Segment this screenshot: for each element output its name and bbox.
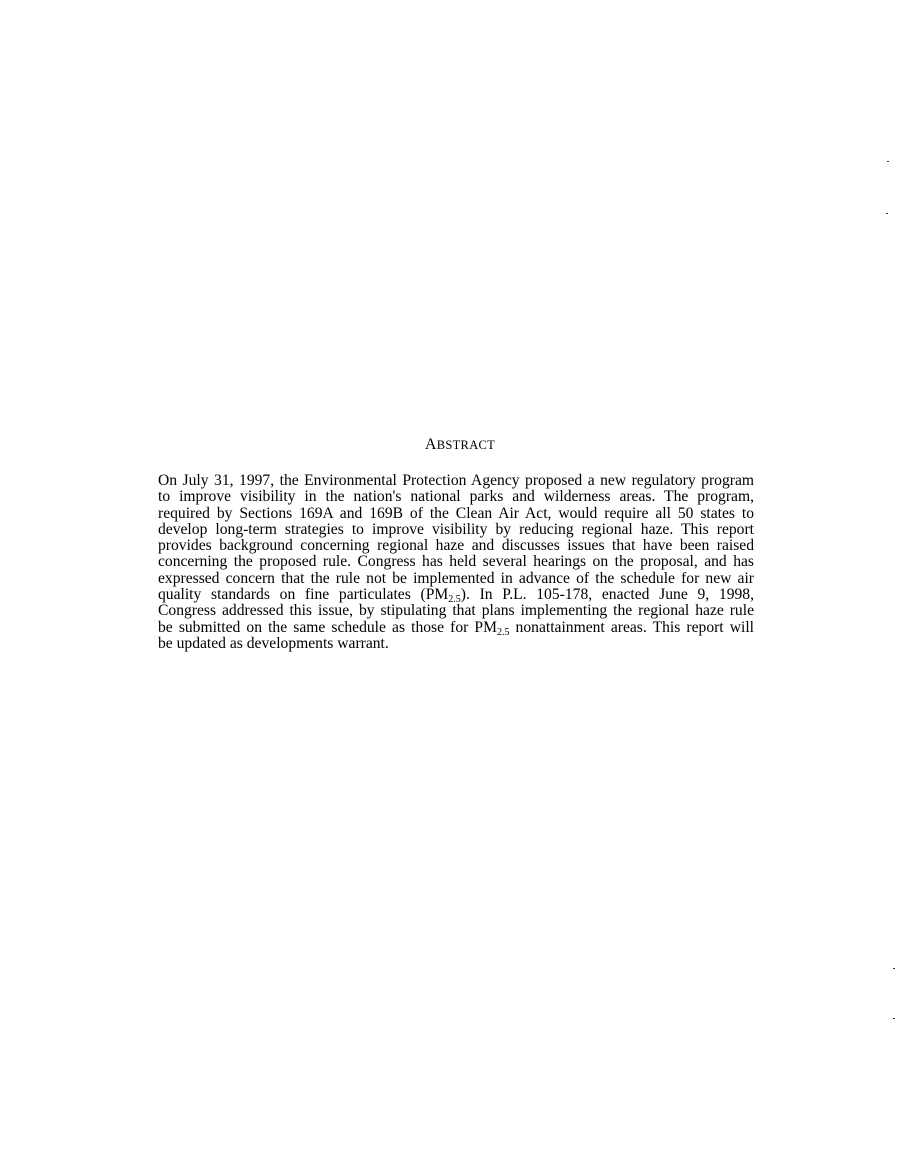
abstract-line: required by Sections 169A and 169B of the Clean Air Act, would require all 50 states to	[158, 504, 754, 522]
abstract-line: concerning the proposed rule. Congress has held several hearings on the proposal, and has	[158, 553, 754, 571]
abstract-line: be submitted on the same schedule as those for $PM_{2.5}$ nonattainment areas. This report will	[158, 618, 754, 638]
abstract-line: quality standards on fine particulates $(PM_{2.5})$. In P.L. 105-178, enacted June 9, 1998,	[158, 586, 754, 606]
abstract-heading-rest: BSTRACT	[436, 438, 496, 452]
scan-speck	[893, 1018, 895, 1019]
abstract-line: On July 31, 1997, the Environmental Protection Agency proposed a new regulatory program	[158, 472, 754, 489]
abstract-line: provides background concerning regional haze and discusses issues that have been raised	[158, 537, 754, 555]
scan-speck	[887, 161, 889, 162]
abstract-heading	[0, 436, 920, 454]
abstract-line: be updated as developments warrant.	[158, 634, 389, 652]
abstract-line: develop long-term strategies to improve visibility by reducing regional haze. This report	[158, 520, 754, 538]
abstract-heading-initial: A	[424, 436, 437, 453]
pm-subscript: 2.5	[496, 626, 510, 638]
abstract-paragraph	[158, 473, 754, 652]
scan-speck	[886, 213, 888, 214]
abstract-line: expressed concern that the rule not be implemented in advance of the schedule for new air	[158, 569, 754, 587]
abstract-line: Congress addressed this issue, by stipulating that plans implementing the regional haze rule	[158, 602, 754, 620]
scan-speck	[893, 968, 895, 969]
pm-subscript: 2.5	[448, 594, 461, 606]
abstract-line: to improve visibility in the nation's national parks and wilderness areas. The program,	[158, 488, 754, 506]
